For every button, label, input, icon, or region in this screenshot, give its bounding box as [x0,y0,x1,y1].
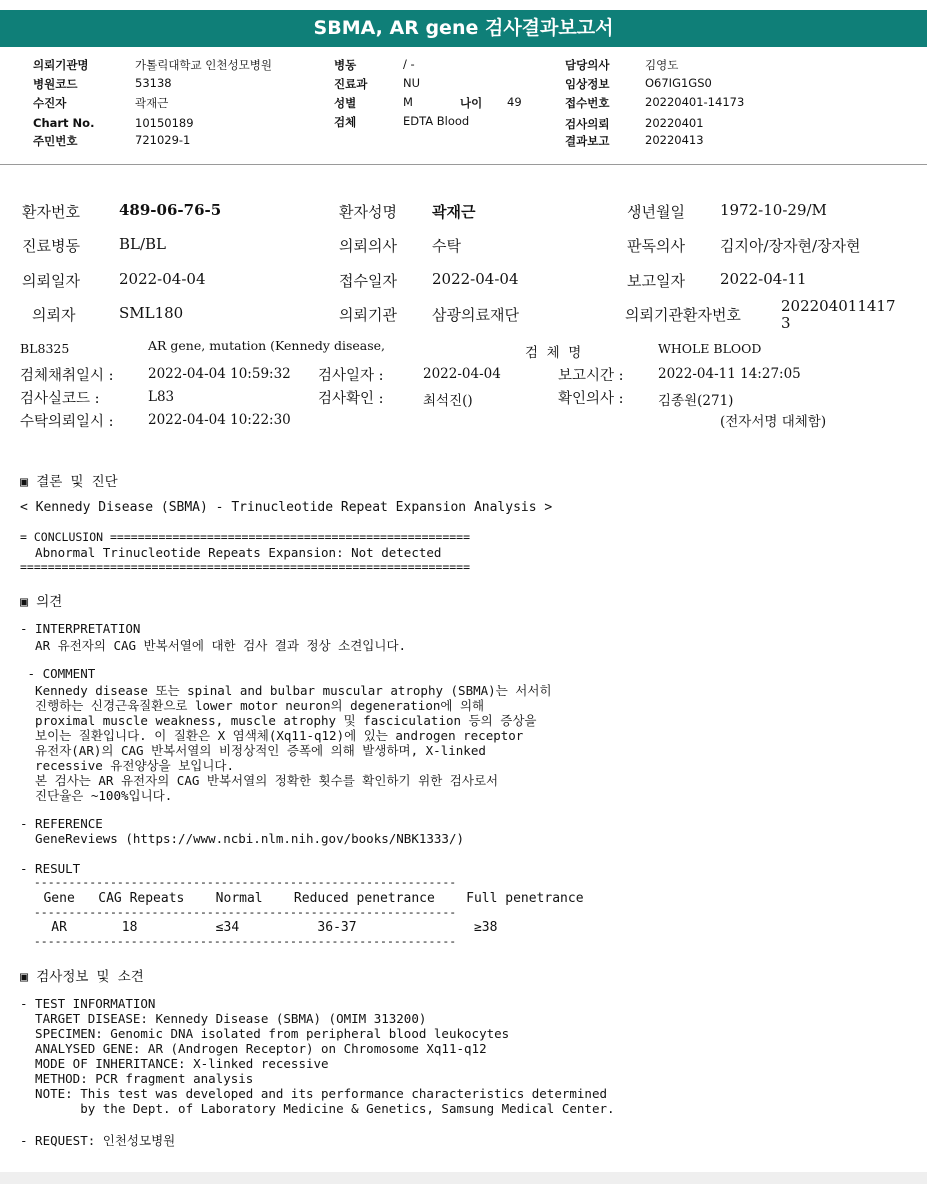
header-value: 721029-1 [135,133,191,147]
header-label: Chart No. [33,116,95,130]
header-value: / - [403,57,415,71]
body-line: METHOD: PCR fragment analysis [20,1071,254,1086]
info-value: 2022-04-04 [423,366,501,382]
patient-label: 의뢰의사 [339,237,397,255]
test-name: AR gene, mutation (Kennedy disease, [148,338,386,353]
info-value: 최석진() [423,393,473,409]
info-label: 검사실코드 : [20,391,100,407]
header-label: 수진자 [33,96,67,110]
header-label: 검사의뢰 [565,117,610,131]
patient-value: 김지아/장자현/장자현 [720,237,861,255]
patient-value: 2022-04-04 [432,270,519,288]
header-label: 성별 [334,96,357,110]
patient-label: 판독의사 [627,237,685,255]
patient-label: 의뢰기관환자번호 [625,306,741,324]
body-line: NOTE: This test was developed and its performance characteristics determined [20,1086,607,1101]
patient-value: 489-06-76-5 [119,201,222,219]
body-line: ANALYSED GENE: AR (Androgen Receptor) on Chromosome Xq11-q12 [20,1041,487,1056]
patient-label: 환자성명 [339,203,397,221]
header-value: NU [403,76,421,90]
info-value: 2022-04-04 10:22:30 [148,412,291,428]
body-line: 진행하는 신경근육질환으로 lower motor neuron의 degeneration에 의해 [20,698,485,713]
header-value: 53138 [135,76,172,90]
header-value: 10150189 [135,116,194,130]
header-value: 20220401-14173 [645,95,745,109]
report-title: SBMA, AR gene 검사결과보고서 [0,10,927,47]
header-label: 병동 [334,58,357,72]
info-label: 검체채취일시 : [20,368,114,384]
patient-value-cont: 3 [781,314,791,332]
page-bottom-bar [0,1172,927,1184]
body-line: by the Dept. of Laboratory Medicine & Genetics, Samsung Medical Center. [20,1101,615,1116]
info-label: 검사일자 : [318,368,384,384]
e-signature-note: (전자서명 대체함) [720,414,827,430]
conclusion-text: Abnormal Trinucleotide Repeats Expansion: Not detected [20,545,442,560]
conclusion-line: ================================================================= [20,560,471,574]
body-line: proximal muscle weakness, muscle atrophy 및 fasciculation 등의 증상을 [20,713,537,728]
patient-value: 2022-04-04 [119,270,206,288]
request-line: - REQUEST: 인천성모병원 [20,1133,176,1148]
header-label: 담당의사 [565,58,610,72]
body-line: MODE OF INHERITANCE: X-linked recessive [20,1056,329,1071]
body-line: - TEST INFORMATION [20,996,156,1011]
header-value: 김영도 [645,58,679,72]
header-label: 진료과 [334,77,368,91]
body-line: 보이는 질환입니다. 이 질환은 X 염색체(Xq11-q12)에 있는 androgen receptor [20,728,524,743]
patient-label: 의뢰기관 [339,306,397,324]
result-rule: ------------------------------------------------------------- [20,905,457,919]
body-line: - INTERPRETATION [20,621,141,636]
specimen-value: WHOLE BLOOD [658,341,762,356]
specimen-label: 검 체 명 [525,345,582,361]
body-line: - RESULT [20,861,81,876]
info-value: L83 [148,389,175,405]
info-label: 보고시간 : [558,368,624,384]
patient-value: 2022-04-11 [720,270,807,288]
header-label: 병원코드 [33,77,78,91]
info-value: 김종원(271) [658,393,734,409]
patient-value: 수탁 [432,237,461,255]
body-line: TARGET DISEASE: Kennedy Disease (SBMA) (OMIM 313200) [20,1011,427,1026]
patient-label: 환자번호 [22,203,80,221]
section-heading-opinion: ▣ 의견 [20,594,63,610]
body-line: SPECIMEN: Genomic DNA isolated from peripheral blood leukocytes [20,1026,510,1041]
section-heading-test-info: ▣ 검사정보 및 소견 [20,969,144,985]
patient-label: 접수일자 [339,272,397,290]
patient-value: SML180 [119,304,184,322]
info-label: 수탁의뢰일시 : [20,414,114,430]
body-line: recessive 유전양상을 보입니다. [20,758,235,773]
header-value: EDTA Blood [403,114,470,128]
header-value: O67IG1GS0 [645,76,712,90]
header-value: M [403,95,413,109]
body-line: Kennedy disease 또는 spinal and bulbar muscular atrophy (SBMA)는 서서히 [20,683,552,698]
header-value: 49 [507,95,522,109]
patient-label: 진료병동 [22,237,80,255]
header-label: 나이 [460,96,483,110]
header-label: 주민번호 [33,134,78,148]
patient-value: 곽재근 [432,203,476,221]
patient-label: 의뢰자 [32,306,76,324]
body-line: AR 유전자의 CAG 반복서열에 대한 검사 결과 정상 소견입니다. [20,638,407,653]
header-value: 20220413 [645,133,704,147]
body-line: 진단율은 ~100%입니다. [20,788,173,803]
body-line: 유전자(AR)의 CAG 반복서열의 비정상적인 증폭에 의해 발생하며, X-linked [20,743,486,758]
header-divider [0,164,927,165]
info-value: 2022-04-11 14:27:05 [658,366,801,382]
test-code: BL8325 [20,341,70,356]
body-line: - REFERENCE [20,816,103,831]
analysis-title: < Kennedy Disease (SBMA) - Trinucleotide Repeat Expansion Analysis > [20,500,553,515]
conclusion-line: = CONCLUSION ==================================================== [20,530,471,544]
header-label: 의뢰기관명 [33,58,89,72]
body-line: 본 검사는 AR 유전자의 CAG 반복서열의 정확한 횟수를 확인하기 위한 검사로서 [20,773,499,788]
info-label: 검사확인 : [318,391,384,407]
body-line: GeneReviews (https://www.ncbi.nlm.nih.gov/books/NBK1333/) [20,831,465,846]
patient-label: 의뢰일자 [22,272,80,290]
patient-value: 삼광의료재단 [432,306,519,324]
result-rule: ------------------------------------------------------------- [20,875,457,889]
patient-value: BL/BL [119,235,167,253]
header-label: 검체 [334,115,357,129]
header-value: 곽재근 [135,96,169,110]
info-label: 확인의사 : [558,391,624,407]
patient-label: 보고일자 [627,272,685,290]
header-label: 임상정보 [565,77,610,91]
body-line: - COMMENT [20,666,96,681]
result-row: AR 18 ≤34 36-37 ≥38 [20,920,498,935]
header-value: 20220401 [645,116,704,130]
patient-label: 생년월일 [627,203,685,221]
result-header: Gene CAG Repeats Normal Reduced penetrance Full penetrance [20,891,584,906]
result-rule: ------------------------------------------------------------- [20,934,457,948]
section-heading-conclusion: ▣ 결론 및 진단 [20,474,118,490]
header-label: 접수번호 [565,96,610,110]
patient-value: 1972-10-29/M [720,201,827,219]
patient-value: 202204011417 [781,297,896,315]
info-value: 2022-04-04 10:59:32 [148,366,291,382]
header-value: 가톨릭대학교 인천성모병원 [135,58,272,72]
header-label: 결과보고 [565,134,610,148]
